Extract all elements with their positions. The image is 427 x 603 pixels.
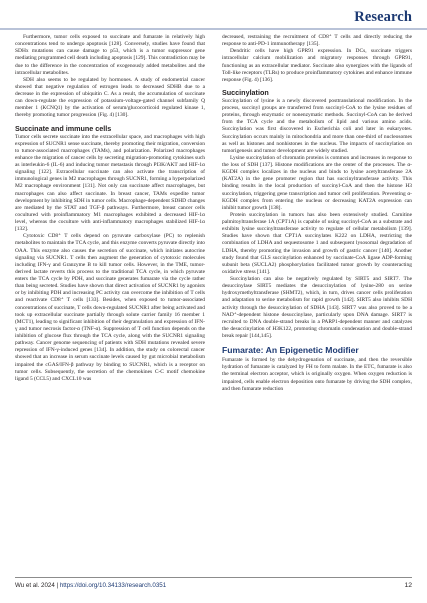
body-paragraph: Lysine succinylation of chromatin proteins is common and increases in response to the loss of SDH [137]. Histone modifications are the center of the processes. The α-KGDH complex localizes in the nucleus and binds to lysine acetyltransferase 2A (KAT2A) in the gene promoter region that has succinyltransferase activity. This binding results in the local production of succinyl-CoA and then the histone H3 succinylation, triggering gene transcription and tumor cell proliferation. Preventing α-KGDH complex from entering the nucleus or decreasing KAT2A expression can inhibit tumor growth [138]. (222, 154, 412, 211)
section-heading-succinate-immune-cells: Succinate and immune cells (15, 123, 112, 133)
body-paragraph: Furthermore, tumor cells exposed to succinate and fumarate in relatively high concentrations tend to undergo apoptosis [128]. Conversely, studies have found that SDHx mutations can cause damage to p53, which is a tumor suppressor gene mediating programmed cell death including apoptosis [129]. This contradiction may be due to the difference in the concentration of exogenously added metabolites and the intracellular metabolites. (15, 34, 205, 76)
body-paragraph: SDH also seems to be regulated by hormones. A study of endometrial cancer showed that negative regulation of estrogen leads to decreased SDHB due to a decrease in the expression of ubiquitin C. As a result, the accumulation of succinate can down-regulate the expression of potassium-voltage-gated channel subfamily Q member 1 (KCNQ1) by the activation of serum/glucocorticoid regulated kinase 1, thereby promoting tumor progression (Fig. 4) [130]. (15, 76, 205, 119)
footer-citation (15, 582, 166, 589)
body-paragraph: Succinylation of lysine is a newly discovered posttranslational modification. In the process, succinyl groups are transferred from succinyl-CoA to the lysine residues of proteins, through enzymatic or nonenzymatic methods. Succinyl-CoA can be derived from the TCA cycle and the metabolism of lipid and various amino acids. Succinylation was first discovered in Escherichia coli and later in eukaryotes. Succinylation occurs mainly in mitochondria and more than one-third of nucleosomes as well as histones and nonhistones in the nucleus. The impacts of succinylation on tumorigenesis and tumor development are widely studied. (222, 97, 412, 154)
body-paragraph: Cytotoxic CD8⁺ T cells depend on pyruvate carboxylase (PC) to replenish metabolites to maintain the TCA cycle, and this enzyme converts pyruvate directly into OAA. This enzyme also causes the secretion of succinate, which initiates autocrine signaling via SUCNR1. T cells then augment the generation of cytotoxic molecules including IFN-γ and Granzyme B to kill tumor cells. However, in the TME, tumor-derived lactate reverts this process to the traditional TCA cycle, in which pyruvate enters the TCA cycle by PDH, and succinate generates fumarate via the cycle rather than being secreted. Studies have shown that direct activation of SUCNR1 by agonists or by inhibiting PDH and increasing PC activity can overcome the inhibition of T cells and reactivate CD8⁺ T cells [133]. Besides, when exposed to tumor-associated concentrations of succinate, T cells down-regulated SUCNR1 after being activated and took up extracellular succinate partially through solute carrier family 16 member 1 (MCT1), leading to significant inhibition of their degranulation and expression of IFN-γ and tumor necrosis factor-α (TNF-α). Suppression of T cell function depends on the inhibition of glucose flux through the TCA cycle, along with the SUCNR1 signaling pathway. Cancer genome sequencing of patients with SDH mutations revealed severe repression of IFN-γ-induced genes [134]. In addition, the study on colorectal cancer showed that an increase in serum succinate levels caused by gut microbial metabolism impaired the cGAS/IFN-β pathway by binding to SUCNR1, which is a receptor on tumor cells. Subsequently, the secretion of the chemokines C-C motif chemokine ligand 5 (CCL5) and CXCL10 was (15, 233, 205, 382)
footer-divider (15, 577, 412, 578)
body-paragraph: Succinylation can also be negatively regulated by SIRT5 and SIRT7. The desuccinylase SIRT5 mediates the desuccinylation of lysine-280 on serine hydroxymethyltransferase (SHMT2), which, in turn, drives cancer cells proliferation and adaptation to serine metabolism for rapid growth [142]. SIRT5 also inhibits SDH activity through the desuccinylation of SDHA [143]. SIRT7 was also proved to be a NAD⁺-dependent histone desuccinylase, particularly upon DNA damage. SIRT7 is recruited to DNA double-strand breaks in a PARP1-dependent manner and catalyzes the desuccinylation of H3K122, promoting chromatin condensation and double-strand break repair [144,145]. (222, 276, 412, 339)
section-heading-fumarate: Fumarate: An Epigenetic Modifier (222, 345, 359, 356)
body-paragraph: Tumor cells secrete succinate into the extracellular space, and macrophages with high expression of SUCNR1 sense succinate, thereby promoting their migration, conversion to tumor-associated macrophages (TAMs), and polarization. Polarized macrophages enhance the migration of cancer cells by secreting migration-promoting cytokines such as interleukin-6 (IL-6) and inducing tumor metastasis through PI3K/AKT and HIF-1α signaling [122]. Extracellular succinate can also activate the transcription of immunological genes in M2 macrophages through SUCNR1, forming a hyperpolarized M2 macrophage environment [131]. Not only can succinate affect macrophages, but macrophages can also affect succinate. In breast cancer, TAMs expedite tumor development by inhibiting SDH in tumor cells. Macrophage-dependent SDHD changes are mediated by the STAT and TGF-β pathways. Furthermore, breast cancer cells cocultured with proinflammatory M1 macrophages exhibited a decreased HIF-1α level, whereas the coculture with anti-inflammatory macrophages stabilized HIF-1α [132]. (15, 133, 205, 233)
body-paragraph: decreased, restraining the recruitment of CD8⁺ T cells and directly reducing the response to anti-PD-1 immunotherapy [135]. (222, 34, 412, 48)
section-heading-succinylation: Succinylation (222, 87, 269, 97)
header-divider (0, 28, 427, 30)
body-paragraph: Protein succinylation in tumors has also been extensively studied. Carnitine palmitoyltransferase 1A (CPT1A) is capable of using succinyl-CoA as a substrate and exhibits lysine succinyltransferase activity to regulate of cellular metabolism [139]. Studies have shown that CPT1A succinylates K222 on LDHA, restricting the combination of LDHA and sequestosome 1 and subsequent lysosomal degradation of LDHA, thereby promoting the invasion and growth of gastric cancer [140]. Another study found that GLS succinylation enhanced by succinate-CoA ligase ADP-forming subunit beta (SUCLA2) phosphorylation facilitated tumor growth by counteracting oxidative stress [141]. (222, 211, 412, 275)
journal-name: Research (354, 9, 412, 25)
right-column (222, 34, 412, 393)
doi-link[interactable]: https://doi.org/10.34133/research.0351 (59, 582, 167, 589)
left-column (15, 34, 205, 383)
body-paragraph: Fumarate is formed by the dehydrogenation of succinate, and then the reversible hydration of fumarate is catalyzed by FH to form malate. In the ETC, fumarate is also the terminal electron acceptor, which is originally oxygen. When oxygen reduction is impaired, cells enable electron deposition onto fumarate by driving the SDH complex, and then fumarate reduction (222, 357, 412, 392)
page-number: 12 (404, 582, 412, 589)
body-paragraph: Dendritic cells have high GPR91 expression. In DCs, succinate triggers intracellular calcium mobilization and migratory responses through GPR91, functioning as an extracellular mediator. Succinate also synergizes with the ligands of Toll-like receptors (TLRs) to produce proinflammatory cytokines and enhance immune response (Fig. 4) [136]. (222, 48, 412, 83)
footer-authors: Wu et al. 2024 | (15, 582, 60, 589)
